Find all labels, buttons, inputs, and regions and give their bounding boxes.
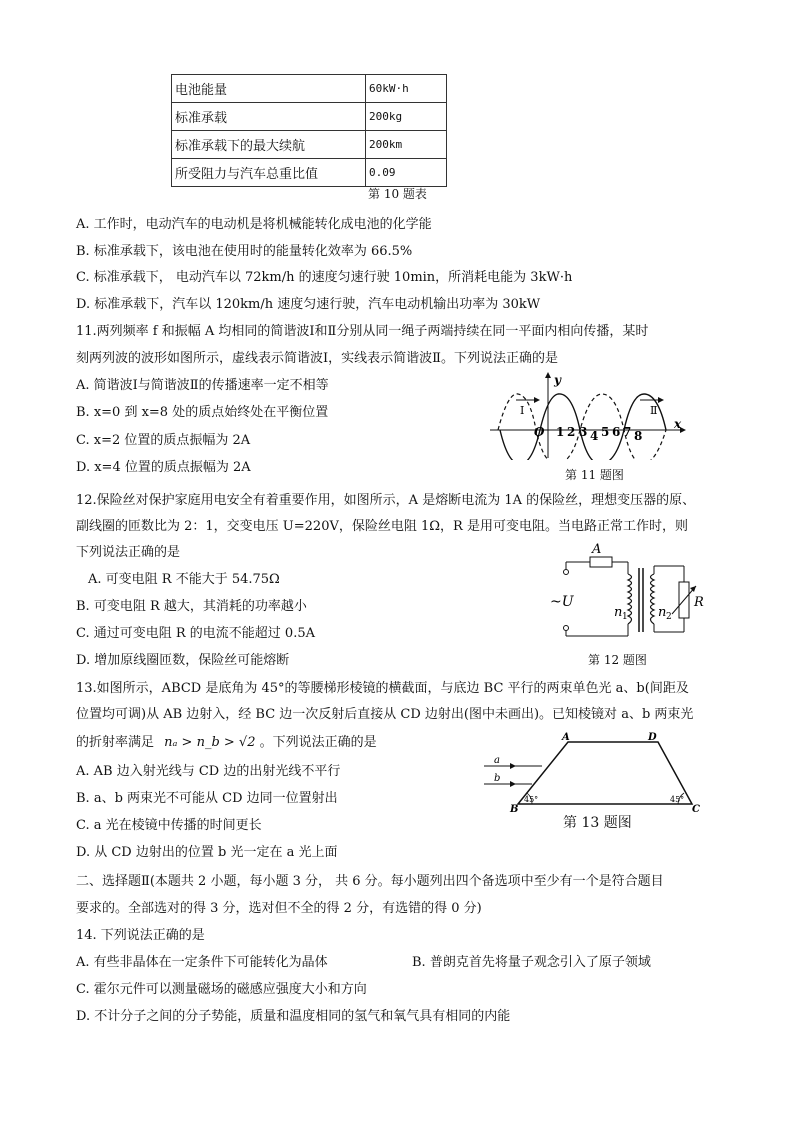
arrow-icon [690,586,696,592]
q11-option-d: D. x=4 位置的质点振幅为 2A [76,460,251,475]
q13-stem-line1: 13.如图所示，ABCD 是底角为 45°的等腰梯形棱镜的横截面，与底边 BC 平行的两束单色光 a、b(间距及 [76,681,689,696]
x-axis-label: x [674,417,682,431]
tick-label: 6 [612,425,621,439]
arrow-icon [510,763,516,769]
terminal-top [564,570,569,575]
q12-option-c: C. 通过可变电阻 R 的电流不能超过 0.5A [76,626,315,641]
origin-label: O [534,425,545,439]
resistor-label: R [694,595,704,610]
q14-option-d: D. 不计分子之间的分子势能，质量和温度相同的氢气和氧气具有相同的内能 [76,1009,511,1024]
table-row [172,159,447,187]
beam-b-label: b [494,773,501,784]
table-row [172,75,447,103]
q12-option-a: A. 可变电阻 R 不能大于 54.75Ω [88,572,280,587]
table-cell-value: 0.09 [366,159,447,187]
q13-option-b: B. a、b 两束光不可能从 CD 边同一位置射出 [76,791,338,806]
vertex-a-label: A [562,732,570,743]
q10-option-a: A. 工作时，电动汽车的电动机是将机械能转化成电池的化学能 [76,217,432,232]
right-arrow-icon [534,397,540,403]
fuse-icon [590,557,612,567]
n1-subscript: 1 [622,612,628,622]
secondary-coil-icon [651,574,655,624]
refractive-index-formula: nₐ > n_b > √2 [164,735,256,750]
angle-c-label: 45° [670,795,685,804]
q12-stem-line2: 副线圈的匝数比为 2：1，交变电压 U=220V，保险丝电阻 1Ω，R 是用可变电阻。当电路正常工作时，则 [76,519,688,534]
vertex-c-label: C [692,804,700,812]
angle-b-label: 45° [524,795,539,804]
q12-option-b: B. 可变电阻 R 越大，其消耗的功率越小 [76,599,307,614]
q12-stem-line3: 下列说法正确的是 [76,545,181,560]
tick-label: 7 [623,425,632,439]
table-row [172,131,447,159]
section2-heading-line1: 二、选择题Ⅱ(本题共 2 小题，每小题 3 分， 共 6 分。每小题列出四个备选项中至少有一个是符合题目 [76,874,664,889]
q12-stem-line1: 12.保险丝对保护家庭用电安全有着重要作用，如图所示，A 是熔断电流为 1A 的保险丝，理想变压器的原、 [76,493,696,508]
n2-subscript: 2 [666,612,672,622]
q14-option-a: A. 有些非晶体在一定条件下可能转化为晶体 [76,955,328,970]
n1-label: n [614,605,623,620]
table-cell-key: 电池能量 [172,75,366,103]
q13-stem-line3 [76,736,377,749]
table-cell-key: 标准承载下的最大续航 [172,131,366,159]
q11-wave-figure [490,372,690,460]
y-axis-arrow-icon [545,372,551,378]
fuse-label: A [592,542,602,557]
beam-a-label: a [494,755,500,766]
vertex-b-label: B [510,804,519,812]
tick-label: 2 [567,425,576,439]
q13-stem-pre: 的折射率满足 [76,735,155,750]
wave-2-label: Ⅱ [650,404,658,417]
q10-option-b: B. 标准承载下，该电池在使用时的能量转化效率为 66.5% [76,244,413,259]
table-cell-value: 60kW·h [366,75,447,103]
q12-circuit-figure [540,540,710,640]
q13-stem-line2: 位置均可调)从 AB 边射入，经 BC 边一次反射后直接从 CD 边射出(图中未画出)。已知棱镜对 a、b 两束光 [76,707,694,722]
q13-prism-figure [480,732,705,812]
q11-stem-line1: 11.两列频率 f 和振幅 A 均相同的简谐波Ⅰ和Ⅱ分别从同一绳子两端持续在同一平面内相向传播，某时 [76,324,649,339]
q10-option-c: C. 标准承载下， 电动汽车以 72km/h 的速度匀速行驶 10min，所消耗电能为 3kW·h [76,270,573,285]
y-axis-label: y [554,373,561,387]
tick-label: 3 [579,425,588,439]
vertex-d-label: D [648,732,657,743]
table-cell-key: 标准承载 [172,103,366,131]
tick-label: 1 [556,425,565,439]
q10-option-d: D. 标准承载下，汽车以 120km/h 速度匀速行驶，汽车电动机输出功率为 30kW [76,297,541,312]
table-row [172,103,447,131]
q12-figure-caption: 第 12 题图 [588,653,647,667]
table-cell-value: 200kg [366,103,447,131]
terminal-bottom [564,626,569,631]
n2-label: n [658,605,667,620]
arrow-icon [510,781,516,787]
table-cell-key: 所受阻力与汽车总重比值 [172,159,366,187]
q11-option-b: B. x=0 到 x=8 处的质点始终处在平衡位置 [76,405,329,420]
q14-option-c: C. 霍尔元件可以测量磁场的磁感应强度大小和方向 [76,982,367,997]
right-arrow-icon [658,397,664,403]
table-cell-value: 200km [366,131,447,159]
section2-heading-line2: 要求的。全部选对的得 3 分，选对但不全的得 2 分，有选错的得 0 分) [76,901,482,916]
q12-option-d: D. 增加原线圈匝数，保险丝可能熔断 [76,653,290,668]
primary-coil-icon [628,574,632,624]
tick-label: 5 [601,425,610,439]
tick-label: 4 [590,429,599,443]
prism-trapezoid [518,742,692,804]
q14-stem: 14. 下列说法正确的是 [76,928,205,943]
voltage-label: ~U [550,594,574,610]
q11-figure-caption: 第 11 题图 [565,468,624,482]
q11-option-c: C. x=2 位置的质点振幅为 2A [76,433,251,448]
table-caption: 第 10 题表 [368,187,427,201]
q11-stem-line2: 刻两列波的波形如图所示，虚线表示简谐波Ⅰ，实线表示简谐波Ⅱ。下列说法正确的是 [76,351,558,366]
q11-option-a: A. 简谐波Ⅰ与简谐波Ⅱ的传播速率一定不相等 [76,378,329,393]
q13-stem-post: 。下列说法正确的是 [259,735,377,750]
q13-option-d: D. 从 CD 边射出的位置 b 光一定在 a 光上面 [76,845,338,860]
q14-option-b: B. 普朗克首先将量子观念引入了原子领域 [412,955,651,970]
tick-label: 8 [634,429,643,443]
battery-spec-table [171,74,447,187]
q13-figure-caption: 第 13 题图 [563,815,632,831]
wave-1-label: Ⅰ [520,404,525,417]
q13-option-c: C. a 光在棱镜中传播的时间更长 [76,818,262,833]
q13-option-a: A. AB 边入射光线与 CD 边的出射光线不平行 [76,764,341,779]
